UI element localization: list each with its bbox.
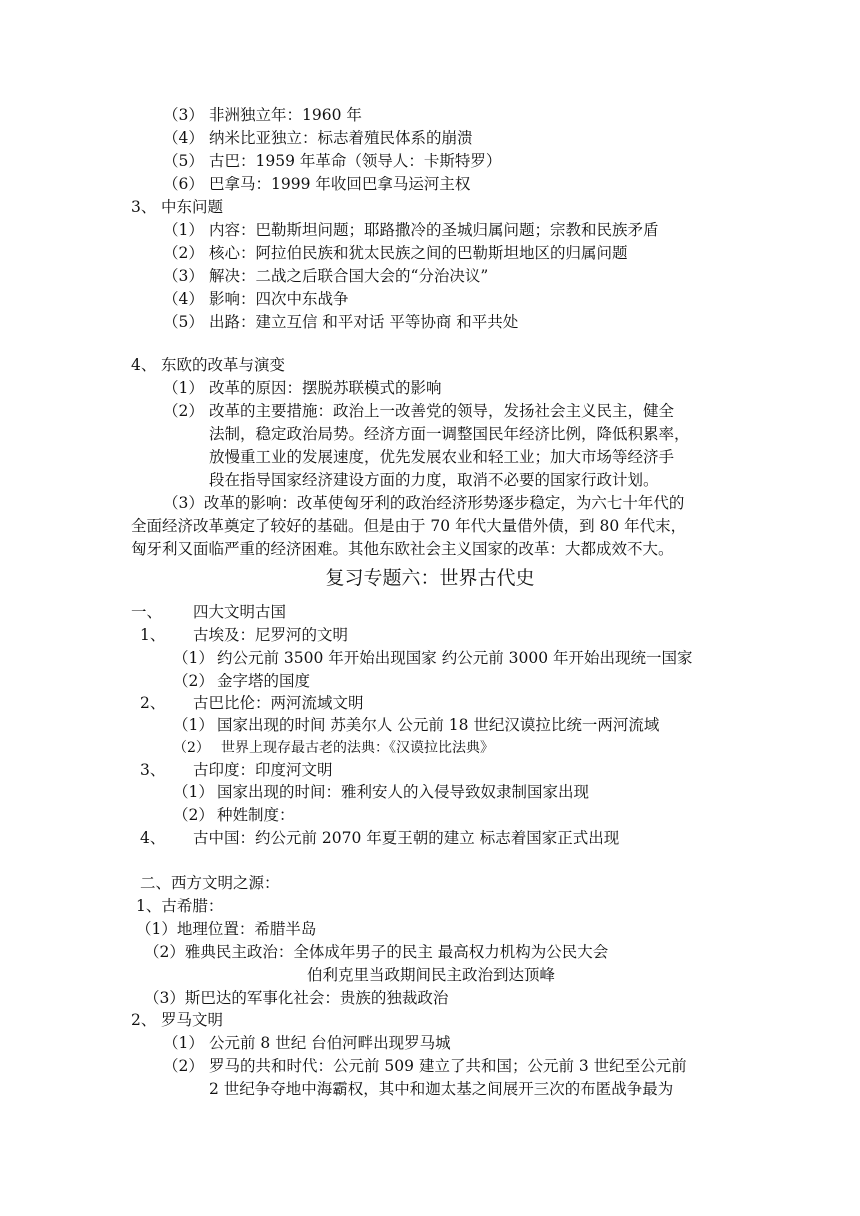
paragraph-line: （3）改革的影响：改革使匈牙利的政治经济形势逐步稳定，为六七十年代的 [163, 494, 685, 512]
list-item: （1） 约公元前 3500 年开始出现国家 约公元前 3000 年开始出现统一国家 [173, 649, 693, 667]
section-title: 复习专题六：世界古代史 [325, 567, 535, 589]
list-heading: 2、 罗马文明 [131, 1011, 224, 1029]
list-heading: 1、古希腊： [136, 897, 224, 915]
list-item: （2） 世界上现存最古老的法典：《汉谟拉比法典》 [173, 740, 494, 756]
list-item: （3）斯巴达的军事化社会：贵族的独裁政治 [144, 989, 449, 1007]
list-item: （4） 纳米比亚独立：标志着殖民体系的崩溃 [163, 129, 473, 147]
list-heading: 4、 古中国：约公元前 2070 年夏王朝的建立 标志着国家正式出现 [140, 829, 620, 847]
paragraph-line: 放慢重工业的发展速度，优先发展农业和轻工业；加大市场等经济手 [209, 448, 675, 466]
list-item: （2） 罗马的共和时代：公元前 509 建立了共和国；公元前 3 世纪至公元前 [163, 1057, 687, 1075]
paragraph-line: 2 世纪争夺地中海霸权，其中和迦太基之间展开三次的布匿战争最为 [209, 1080, 674, 1098]
list-item: （6） 巴拿马：1999 年收回巴拿马运河主权 [163, 175, 471, 193]
list-heading: 3、 中东问题 [131, 198, 224, 216]
list-item: （2） 金字塔的国度 [173, 672, 311, 690]
list-heading: 1、 古埃及：尼罗河的文明 [140, 626, 349, 644]
list-heading: 4、 东欧的改革与演变 [131, 356, 286, 374]
list-heading: 一、 四大文明古国 [131, 603, 287, 621]
paragraph-line: 法制，稳定政治局势。经济方面一调整国民年经济比例，降低积累率， [209, 425, 690, 443]
list-item: （1） 公元前 8 世纪 台伯河畔出现罗马城 [163, 1034, 451, 1052]
list-item: （1） 国家出现的时间 苏美尔人 公元前 18 世纪汉谟拉比统一两河流域 [173, 716, 660, 734]
list-item: （1） 改革的原因：摆脱苏联模式的影响 [163, 379, 442, 397]
list-item: （5） 出路：建立互信 和平对话 平等协商 和平共处 [163, 313, 519, 331]
list-item: （1） 国家出现的时间：雅利安人的入侵导致奴隶制国家出现 [173, 783, 590, 801]
list-item: （3） 解决：二战之后联合国大会的“分治决议” [163, 267, 489, 285]
list-item: （2）雅典民主政治：全体成年男子的民主 最高权力机构为公民大会 [144, 943, 609, 961]
paragraph-line: 段在指导国家经济建设方面的力度，取消不必要的国家行政计划。 [209, 471, 659, 489]
list-item-continuation: 伯利克里当政期间民主政治到达顶峰 [307, 966, 556, 984]
list-heading: 3、 古印度：印度河文明 [140, 761, 333, 779]
list-heading: 二、西方文明之源： [140, 874, 280, 892]
list-item: （3） 非洲独立年：1960 年 [163, 106, 362, 124]
list-item: （2） 核心：阿拉伯民族和犹太民族之间的巴勒斯坦地区的归属问题 [163, 244, 628, 262]
paragraph-line: 全面经济改革奠定了较好的基础。但是由于 70 年代大量借外债，到 80 年代末， [131, 517, 687, 535]
paragraph-line: 匈牙利又面临严重的经济困难。其他东欧社会主义国家的改革：大都成效不大。 [131, 540, 674, 558]
list-item: （5） 古巴：1959 年革命（领导人：卡斯特罗） [163, 152, 502, 170]
list-item: （4） 影响：四次中东战争 [163, 290, 349, 308]
list-heading: 2、 古巴比伦：两河流域文明 [140, 694, 364, 712]
list-item: （1） 内容：巴勒斯坦问题；耶路撒冷的圣城归属问题；宗教和民族矛盾 [163, 221, 659, 239]
list-item: （2） 种姓制度： [173, 806, 295, 824]
list-item: （1）地理位置：希腊半岛 [136, 920, 317, 938]
list-item: （2） 改革的主要措施：政治上一改善党的领导，发扬社会主义民主，健全 [163, 402, 675, 420]
